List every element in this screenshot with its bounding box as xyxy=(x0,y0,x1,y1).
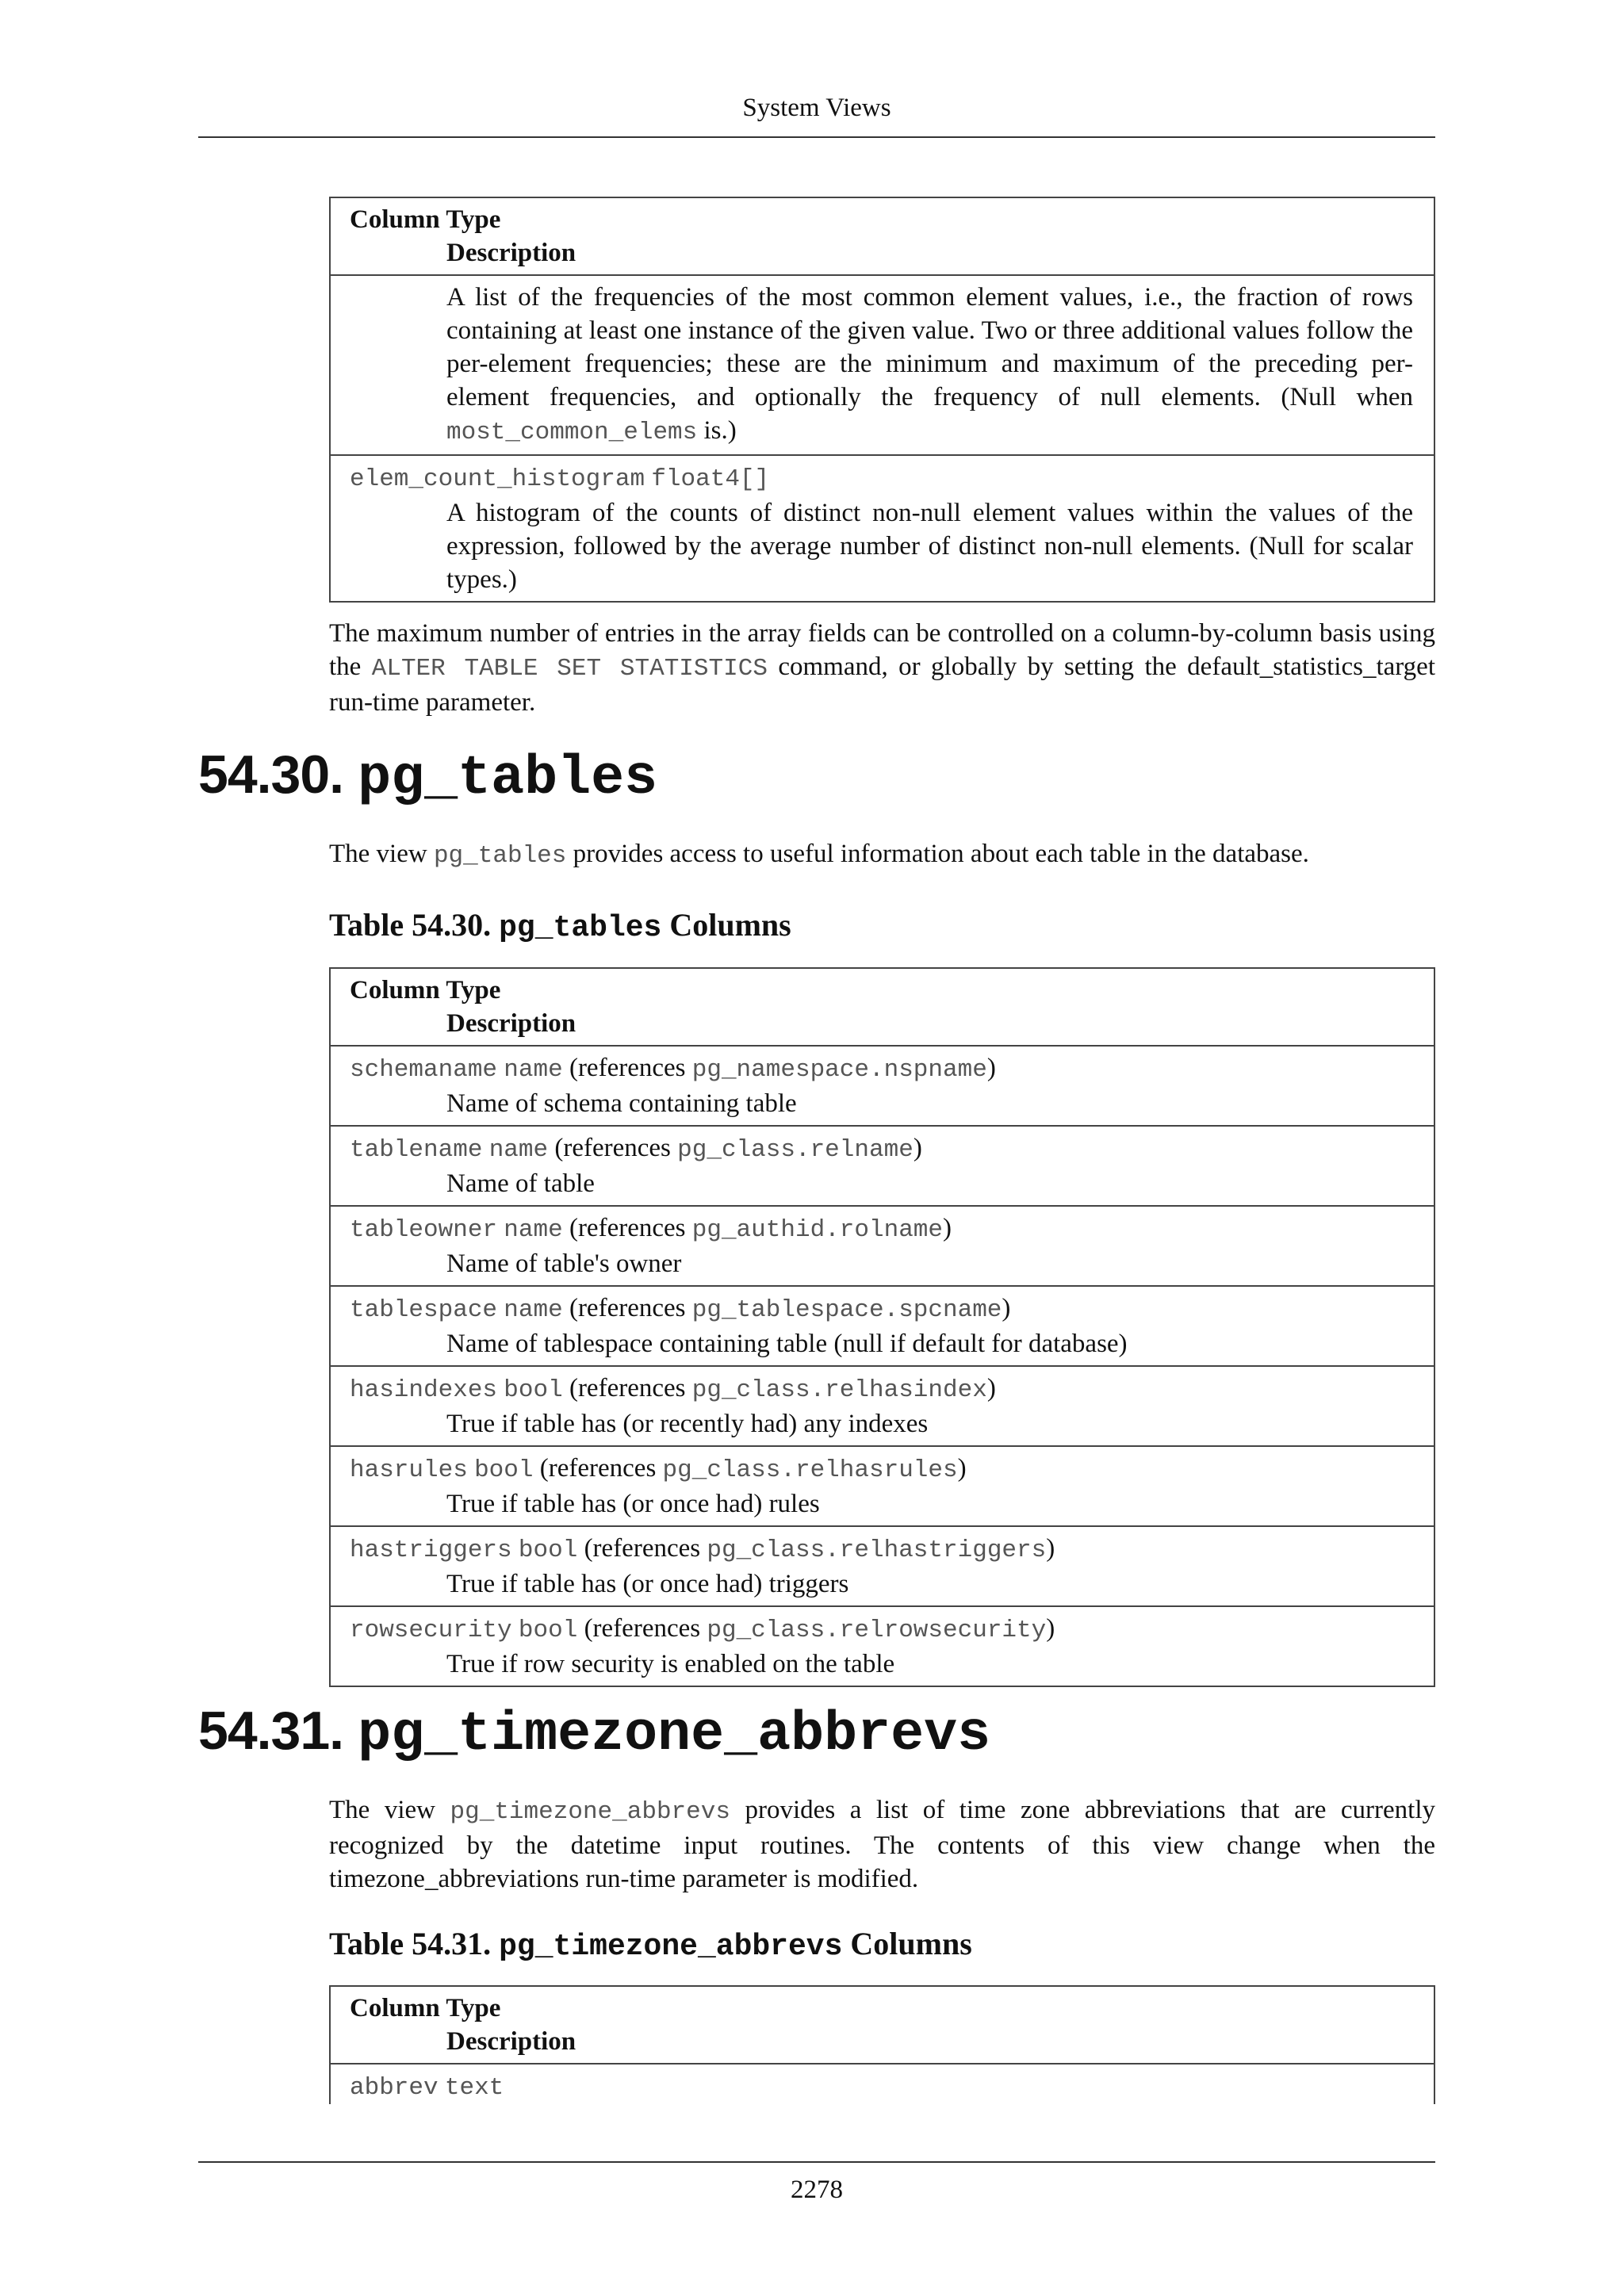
column-signature xyxy=(350,1131,1413,1167)
table-header-row xyxy=(330,1986,1434,2064)
close-paren: ) xyxy=(986,1054,996,1082)
table-row xyxy=(330,2064,1434,2104)
row-description: True if table has (or once had) rules xyxy=(446,1490,820,1518)
pg-tables-columns-table xyxy=(329,967,1435,1687)
column-type: bool xyxy=(504,1376,563,1404)
column-type: text xyxy=(444,2074,504,2102)
column-type: name xyxy=(488,1136,549,1164)
referenced-column: pg_authid.rolname xyxy=(691,1216,944,1244)
pg-timezone-abbrevs-table-wrap xyxy=(329,1985,1435,2104)
references-label: (references xyxy=(539,1454,663,1483)
table-caption-pg-tables: Table 54.30. pg_tables Columns xyxy=(329,907,791,945)
column-name: rowsecurity xyxy=(350,1617,512,1644)
column-signature xyxy=(350,1532,1413,1567)
column-signature xyxy=(350,1211,1413,1247)
close-paren: ) xyxy=(986,1374,996,1402)
row-description: A list of the frequencies of the most common element values, i.e., the fraction of rows containing at least one instance of the given value. Two or three additional values follow the per-element frequencies; these are the minimum and maximum of the preceding per-element frequencies, and optionally the frequency of null elements. (Null when most_common_elems is.) xyxy=(446,283,1413,446)
pg-timezone-abbrevs-columns-table xyxy=(329,1985,1435,2104)
close-paren: ) xyxy=(943,1214,952,1242)
section-heading-pg-tables: 54.30. pg_tables xyxy=(198,744,658,810)
references-label: (references xyxy=(584,1534,707,1563)
pg-tables-intro: The view pg_tables provides access to useful information about each table in the database. xyxy=(329,840,1309,870)
references-label: (references xyxy=(569,1294,692,1322)
column-type: name xyxy=(504,1056,563,1084)
column-signature xyxy=(350,1292,1413,1327)
column-signature xyxy=(350,1452,1413,1487)
column-name: hasrules xyxy=(350,1456,468,1484)
referenced-column: pg_class.relhasindex xyxy=(691,1376,987,1404)
referenced-column: pg_class.relhasrules xyxy=(662,1456,958,1484)
footer-rule xyxy=(198,2161,1435,2163)
row-description: Name of schema containing table xyxy=(446,1089,797,1118)
referenced-column: pg_class.relrowsecurity xyxy=(707,1617,1047,1644)
column-type-heading: Column Type xyxy=(350,976,501,1004)
section-heading-pg-timezone-abbrevs: 54.31. pg_timezone_abbrevs xyxy=(198,1701,991,1766)
inline-code: pg_timezone_abbrevs xyxy=(450,1798,730,1826)
column-signature xyxy=(350,1051,1413,1087)
column-signature xyxy=(350,2069,1413,2104)
column-name: tablespace xyxy=(350,1296,498,1324)
table-row xyxy=(330,1446,1434,1526)
row-description: Name of table xyxy=(446,1169,595,1198)
references-label: (references xyxy=(569,1374,692,1402)
column-name: abbrev xyxy=(350,2074,439,2102)
pg-timezone-abbrevs-intro: The view pg_timezone_abbrevs provides a list of time zone abbreviations that are currently recognized by the datetime input routines. The contents of this view change when the timezone_abbreviations run-time parameter is modified. xyxy=(329,1796,1436,1893)
close-paren: ) xyxy=(913,1134,922,1162)
table-row xyxy=(330,1126,1434,1206)
references-label: (references xyxy=(554,1134,678,1162)
column-type: name xyxy=(504,1296,563,1324)
column-signature xyxy=(350,1612,1413,1647)
row-description: Name of tablespace containing table (null if default for database) xyxy=(446,1330,1128,1358)
table-row xyxy=(330,1286,1434,1366)
description-heading: Description xyxy=(446,239,576,267)
references-label: (references xyxy=(584,1614,707,1643)
column-name: tableowner xyxy=(350,1216,498,1244)
header-rule xyxy=(198,136,1435,138)
pg-tables-table-wrap xyxy=(329,967,1435,1687)
referenced-column: pg_tablespace.spcname xyxy=(691,1296,1002,1324)
column-type: bool xyxy=(474,1456,534,1484)
inline-code: most_common_elems xyxy=(446,419,698,446)
column-name: tablename xyxy=(350,1136,483,1164)
description-heading: Description xyxy=(446,1009,576,1038)
column-signature xyxy=(350,1372,1413,1407)
page-number: 2278 xyxy=(791,2175,843,2204)
table-row xyxy=(330,1366,1434,1446)
column-type-heading: Column Type xyxy=(350,1994,501,2022)
column-type: float4[] xyxy=(651,465,770,493)
column-name: elem_count_histogram xyxy=(350,465,645,493)
continued-columns-table xyxy=(329,197,1435,603)
row-description: A histogram of the counts of distinct non-null element values within the values of the expression, followed by the average number of distinct non-null elements. (Null for scalar types.) xyxy=(446,499,1413,594)
column-name: hastriggers xyxy=(350,1536,512,1564)
inline-code: ALTER TABLE SET STATISTICS xyxy=(371,655,768,683)
references-label: (references xyxy=(569,1054,692,1082)
table-header-row xyxy=(330,968,1434,1046)
table-row xyxy=(330,1526,1434,1606)
description-heading: Description xyxy=(446,2027,576,2056)
table-row xyxy=(330,275,1434,455)
column-name: hasindexes xyxy=(350,1376,498,1404)
close-paren: ) xyxy=(957,1454,967,1483)
referenced-column: pg_namespace.nspname xyxy=(691,1056,987,1084)
statistics-paragraph: The maximum number of entries in the array fields can be controlled on a column-by-column basis using the ALTER TABLE SET STATISTICS command, or globally by setting the default_statistics_target run-time parameter. xyxy=(329,619,1435,717)
continued-table xyxy=(329,197,1435,603)
referenced-column: pg_class.relname xyxy=(677,1136,914,1164)
table-row xyxy=(330,1206,1434,1286)
close-paren: ) xyxy=(1046,1614,1055,1643)
column-type: bool xyxy=(518,1617,578,1644)
table-header-row xyxy=(330,197,1434,275)
table-caption-pg-timezone-abbrevs: Table 54.31. pg_timezone_abbrevs Columns xyxy=(329,1926,972,1964)
row-description: True if table has (or recently had) any indexes xyxy=(446,1410,929,1438)
row-description: True if table has (or once had) triggers xyxy=(446,1570,849,1598)
table-row xyxy=(330,455,1434,602)
row-description: Name of table's owner xyxy=(446,1249,682,1278)
column-type-heading: Column Type xyxy=(350,205,501,234)
inline-code: pg_tables xyxy=(433,842,567,870)
references-label: (references xyxy=(569,1214,692,1242)
referenced-column: pg_class.relhastriggers xyxy=(707,1536,1047,1564)
table-row xyxy=(330,1606,1434,1686)
close-paren: ) xyxy=(1046,1534,1055,1563)
column-name: schemaname xyxy=(350,1056,498,1084)
running-header: System Views xyxy=(742,94,891,122)
table-row xyxy=(330,1046,1434,1126)
column-signature xyxy=(350,461,1413,496)
close-paren: ) xyxy=(1002,1294,1011,1322)
column-type: name xyxy=(504,1216,563,1244)
row-description: True if row security is enabled on the table xyxy=(446,1650,895,1678)
column-type: bool xyxy=(518,1536,578,1564)
